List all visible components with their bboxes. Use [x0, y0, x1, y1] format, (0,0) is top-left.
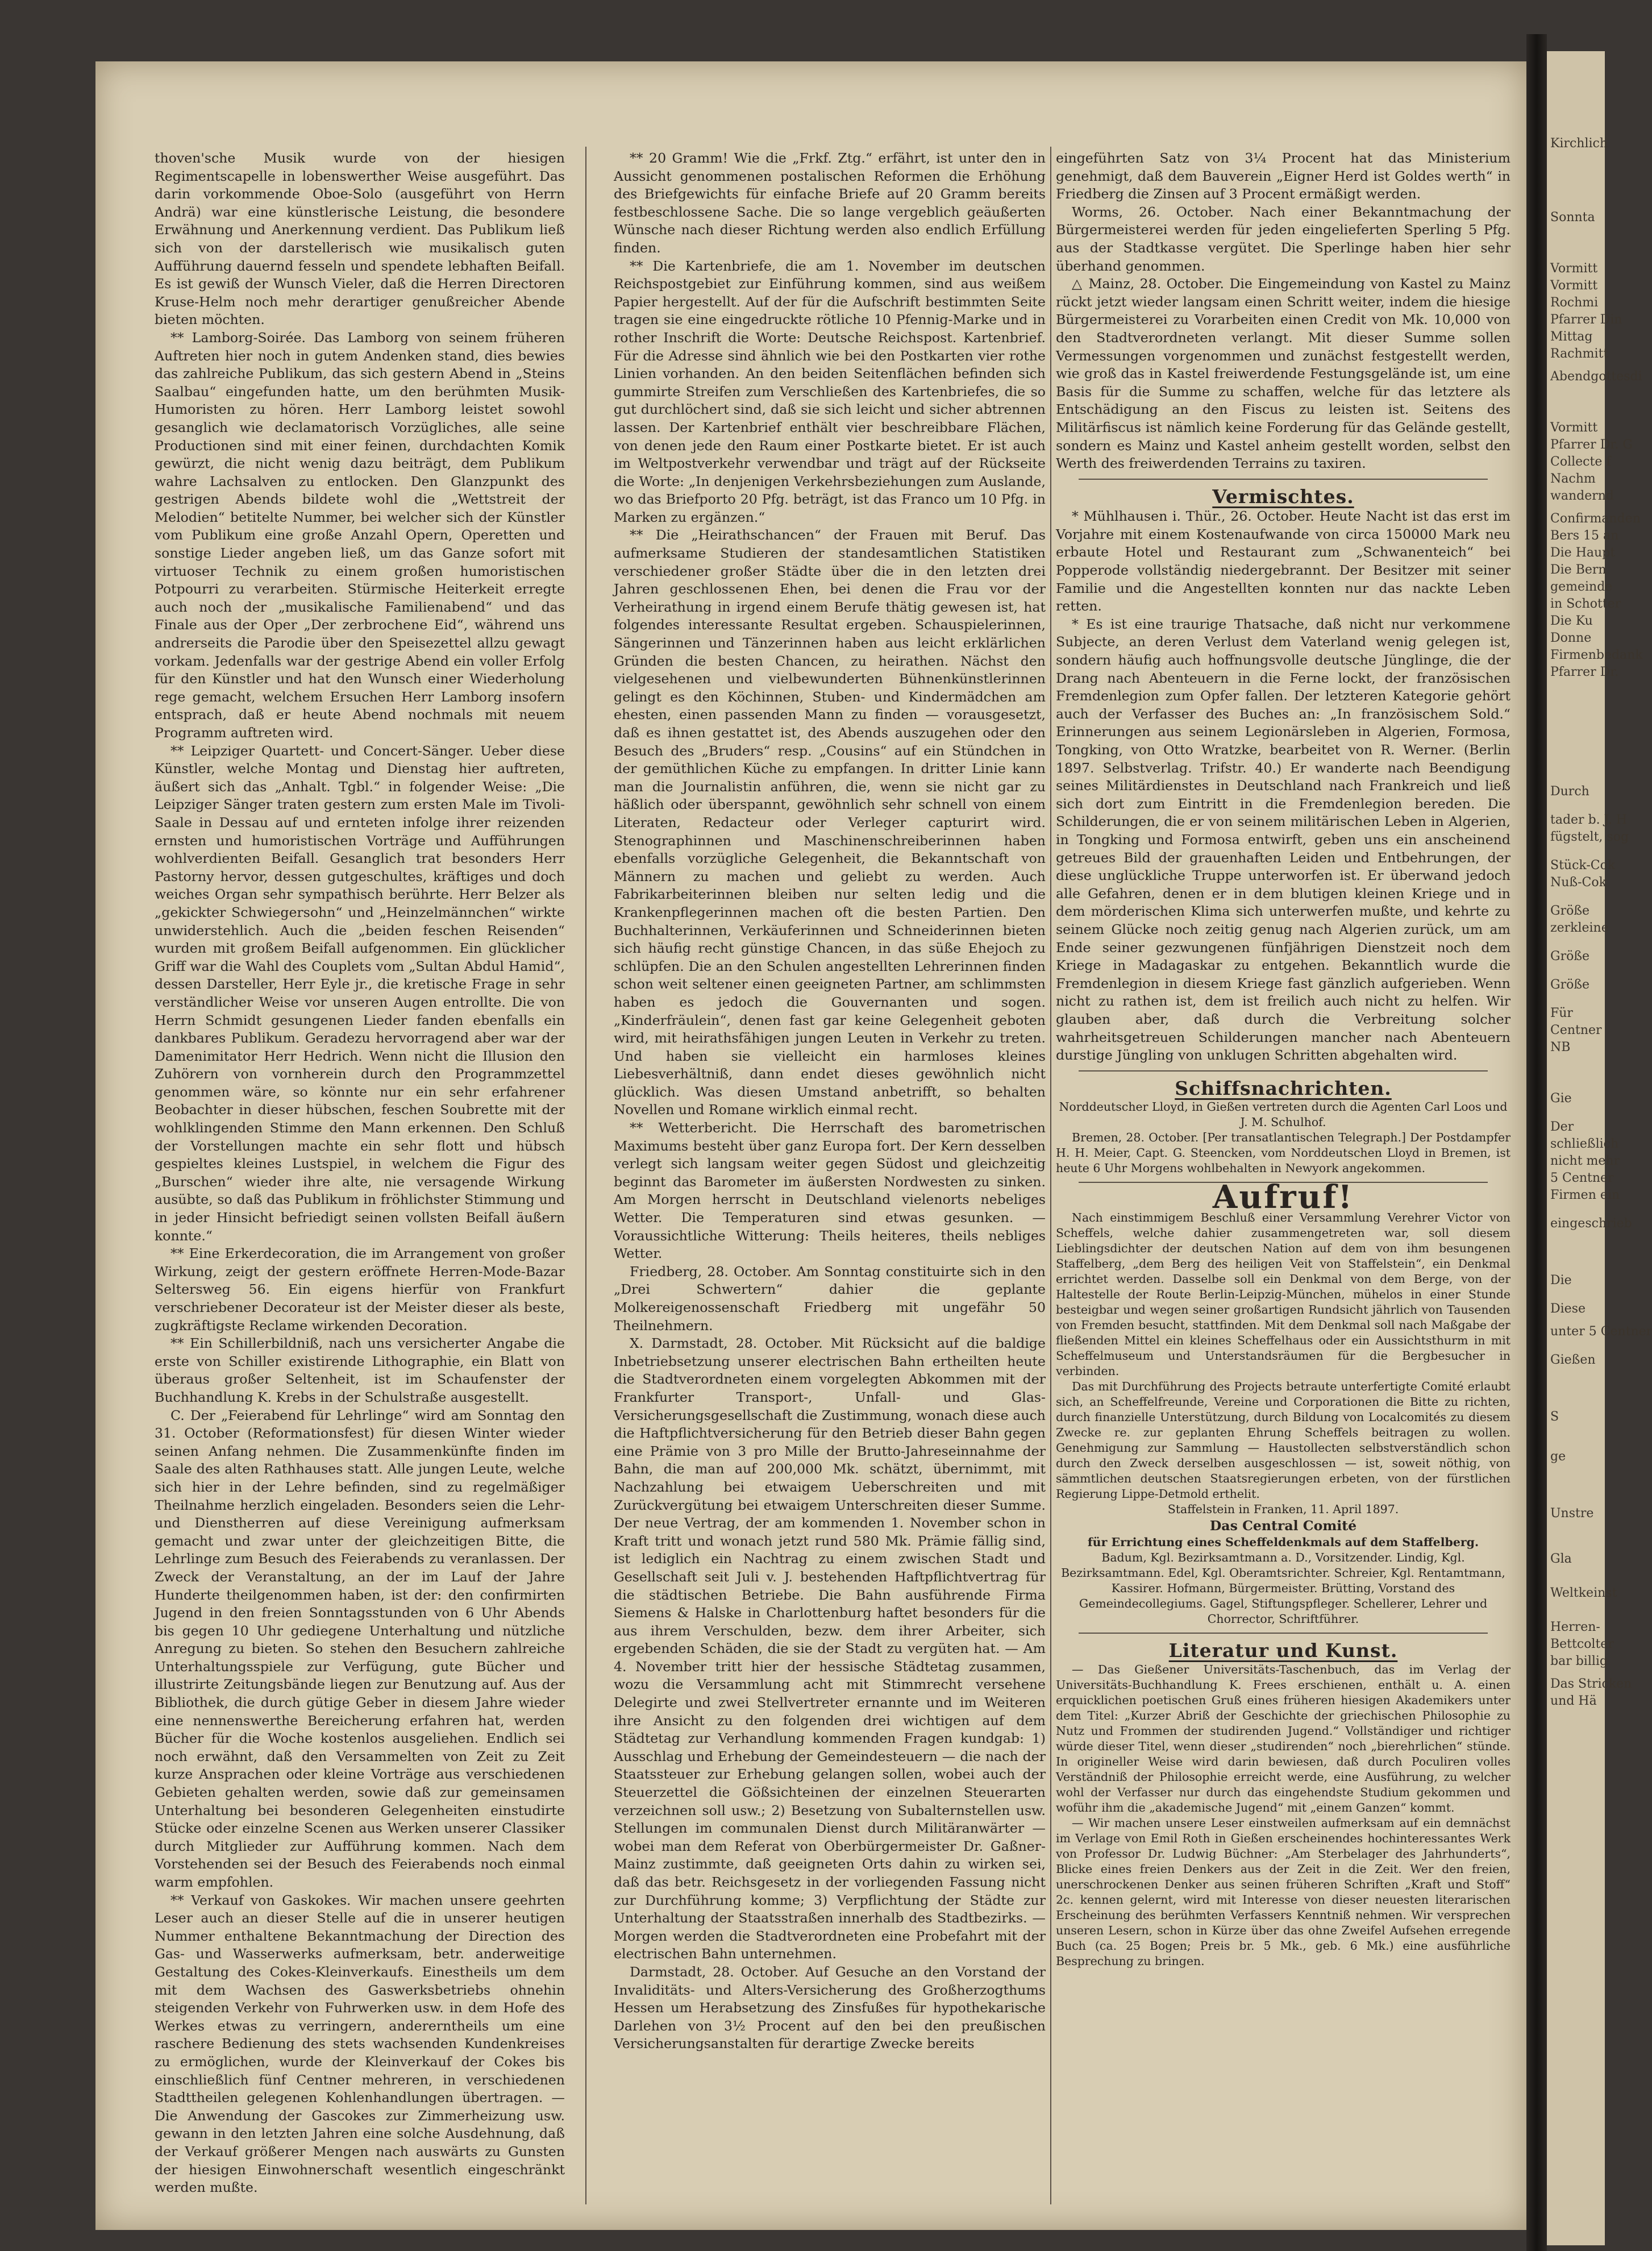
adjacent-page-text: Gie [1550, 1091, 1572, 1106]
adjacent-page-text: Donne [1550, 631, 1592, 645]
adjacent-page-text: Stück-Cok [1550, 858, 1616, 873]
comite-members: Badum, Kgl. Bezirksamtmann a. D., Vorsitzender. Lindig, Kgl. Bezirksamtmann. Edel, Kgl. Oberamtsrichter. Schreier, Kgl. Rentamtmann, Kassirer. Hofmann, Bürgermeister. Brütting, Vorstand des Gemeindecollegiums. Gagel, Stiftungspfleger. Schellerer, Lehrer und Chorrector, Schriftführer. [1061, 1551, 1505, 1626]
adjacent-page-text: Mittag [1550, 330, 1593, 344]
section-divider [1079, 1633, 1488, 1634]
article-heirathschancen: ** Die „Heirathschancen“ der Frauen mit Beruf. Das aufmerksame Studieren der standesamtlichen Statistiken verschiedener großer Städte über die in den letzten drei Jahren geschlossenen Ehen, bei denen die Frau vor der Verheirathung in irgend einem Berufe thätig gewesen ist, hat folgendes interessante Resultat ergeben. Schauspielerinnen, Sängerinnen und Tänzerinnen haben aus leicht erklärlichen Gründen die besten Chancen, zu heirathen. Nächst den vielgesehenen und vielbewunderten Bühnenkünstlerinnen gelingt es den Köchinnen, Stuben- und Kindermädchen am ehesten, einen passenden Mann zu finden — vorausgesetzt, daß es ihnen gestattet ist, des Abends auszugehen oder den Besuch des „Bruders“ resp. „Cousins“ auf ein Stündchen in der gemüthlichen Küche zu empfangen. In dritter Linie kann man die Journalistin anführen, die, wenn sie nicht gar zu häßlich oder überspannt, gewöhnlich sehr schnell von einem Literaten, Redacteur oder Verleger capturirt wird. Stenographinnen und Maschinenschreiberinnen haben ebenfalls vorzügliche Gelegenheit, die Bekanntschaft von Männern zu machen und geliebt zu werden. Auch Fabrikarbeiterinnen bleiben nur selten ledig und die Krankenpflegerinnen machen oft die besten Partien. Den Buchhalterinnen, Verkäuferinnen und Schneiderinnen bieten sich häufig recht günstige Chancen, in das süße Ehejoch zu schlüpfen. Die an den Schulen angestellten Lehrerinnen finden schon weit seltener einen geeigneten Partner, am schlimmsten haben es jedoch die Gouvernanten und sogen. „Kinderfräulein“, denen fast gar keine Gelegenheit geboten wird, mit heirathsfähigen jungen Leuten in Verkehr zu treten. Und haben sie vielleicht ein harmloses kleines Liebesverhältniß, dann endet dieses gewöhnlich nicht glücklich. Was diesen Umstand anbetrifft, so behalten Novellen und Romane wirklich einmal recht. [614, 527, 1046, 1118]
adjacent-page-text: Die [1550, 1273, 1572, 1288]
adjacent-page-text: Gla [1550, 1552, 1572, 1566]
adjacent-page-text: Pfarrer Din [1550, 313, 1622, 327]
adjacent-page-text: wandernd [1550, 489, 1614, 503]
adjacent-page-text: Kirchlich [1550, 136, 1608, 151]
article-darmstadt-bahn: X. Darmstadt, 28. October. Mit Rücksicht auf die baldige Inbetriebsetzung unserer electrischen Bahn ertheilten heute die Stadtverordneten einem vorgelegten Abkommen mit der Frankfurter Transport-, Unfall- und Glas-Versicherungsgesellschaft die Zustimmung, wonach diese auch die Haftpflichtversicherung für den Betrieb dieser Bahn gegen eine Prämie von 3 pro Mille der Brutto-Jahreseinnahme der Bahn, die man auf 200,000 Mk. schätzt, übernimmt, mit Nachzahlung bei etwaigem Ueberschreiten und mit Zurückvergütung bei etwaigem Unterschreiten dieser Summe. Der neue Vertrag, der am kommenden 1. November schon in Kraft tritt und wonach jetzt rund 580 Mk. Prämie fällig sind, ist lediglich ein Nachtrag zu einem zwischen Stadt und Gesellschaft seit Juli v. J. bestehenden Haftpflichtvertrag für die städtischen Betriebe. Die Bahn ausführende Firma Siemens & Halske in Charlottenburg haftet besonders für die aus ihrem Verschulden, bezw. dem ihrer Arbeiter, sich ergebenden Schäden, die sie der Stadt zu vergüten hat. — Am 4. November tritt hier der hessische Städtetag zusammen, wozu die Versammlung acht mit Stimmrecht versehene Delegirte und zwei Stellvertreter ernannte und im Weiteren ihre Ansicht zu den folgenden drei wichtigen auf dem Städtetag zur Verhandlung kommenden Fragen kundgab: 1) Ausschlag und Erhebung der Gemeindesteuern — die nach der Staatssteuer zur Erhebung gelangen sollen, wobei auch der Steuerzettel die Gößsichteinen der einzelnen Steuerarten verzeichnen soll usw.; 2) Besetzung von Subalternstellen usw. Stellungen im communalen Dienst durch Militäranwärter — wobei man dem Referat von Oberbürgermeister Dr. Gaßner-Mainz zustimmte, daß geeigneten Orts dahin zu wirken sei, daß das betr. Reichsgesetz in der vorliegenden Fassung nicht zur Durchführung komme; 3) Verpflichtung der Städte zur Unterhaltung der Staatsstraßen innerhalb des Stadtbezirks. — Morgen werden die Stadtverordneten eine Probefahrt mit der electrischen Bahn unternehmen. [614, 1335, 1046, 1962]
adjacent-page-text: bar billig [1550, 1654, 1608, 1668]
adjacent-page-text: Gießen [1550, 1353, 1596, 1367]
adjacent-page-text: Vormitt [1550, 279, 1598, 293]
adjacent-page-text: Größe [1550, 949, 1590, 963]
section-heading-vermischtes: Vermischtes. [1212, 485, 1354, 508]
adjacent-page-text: Vormitt [1550, 421, 1598, 435]
adjacent-page-text: Das Stricken [1550, 1677, 1632, 1691]
adjacent-page-text: Nachm [1550, 472, 1596, 486]
column-rule [585, 147, 586, 2204]
adjacent-page-text: NB [1550, 1040, 1571, 1054]
adjacent-page-text: Pfarrer Dr. [1550, 665, 1619, 679]
adjacent-page-text: nicht mehr [1550, 1154, 1620, 1168]
article-lamborg-soiree: ** Lamborg-Soirée. Das Lamborg von seinem früheren Auftreten hier noch in gutem Andenken stand, dies bewies das zahlreiche Publikum, das sich gestern Abend in „Steins Saalbau“ eingefunden hatte, um den berühmten Musik-Humoristen zu hören. Herr Lamborg leistet sowohl gesanglich wie declamatorisch Vorzügliches, alle seine Productionen sind mit einer feinen, durchdachten Komik gewürzt, die nicht wenig dazu beiträgt, dem Publikum wahre Lachsalven zu entlocken. Den Glanzpunkt des gestrigen Abends bildete wohl die „Wettstreit der Melodien“ betitelte Nummer, bei welcher sich der Künstler vom Publikum eine große Anzahl Opern, Operetten und sonstige Lieder angeben ließ, um das Ganze sofort mit virtuoser Technik zu einem großen humoristischen Potpourri zu verarbeiten. Stürmische Heiterkeit erregte auch noch der „musikalische Familienabend“ und das Finale aus der Oper „Der zerbrochene Eid“, während uns andrerseits die Parodie über den Speisezettel allzu gewagt vorkam. Jedenfalls war der gestrige Abend ein voller Erfolg für den Künstler und hat den Wunsch einer Wiederholung rege gemacht, welchem Ersuchen Herr Lamborg insofern entsprach, daß er heute Abend nochmals mit neuem Programm auftreten wird. [155, 329, 565, 741]
adjacent-page-text: in Schotter [1550, 597, 1621, 611]
article-gaskokes: ** Verkauf von Gaskokes. Wir machen unsere geehrten Leser auch an dieser Stelle auf die in unserer heutigen Nummer enthaltene Bekanntmachung der Direction des Gas- und Wasserwerks aufmerksam, betr. anderweitige Gestaltung des Cokes-Kleinverkaufs. Einestheils um dem mit dem Wachsen des Gaswerksbetriebs ohnehin steigenden Verkehr von Fuhrwerken usw. in dem Hofe des Werkes etwas zu verringern, andererntheils um eine raschere Bedienung des stets wachsenden Kundenkreises zu ermöglichen, wurde der Kleinverkauf der Cokes bis einschließlich fünf Centner mehreren, in verschiedenen Stadttheilen gelegenen Kohlenhandlungen übertragen. — Die Anwendung der Gascokes zur Zimmerheizung usw. gewann in den letzten Jahren eine solche Ausdehnung, daß der Verkauf größerer Mengen nach auswärts zu Gunsten der hiesigen Einwohnerschaft wesentlich eingeschränkt werden mußte. [155, 1892, 565, 2196]
adjacent-page-text: Bettcolter [1550, 1637, 1614, 1651]
section-heading-literatur: Literatur und Kunst. [1168, 1639, 1398, 1662]
adjacent-page-text: Durch [1550, 784, 1589, 799]
adjacent-page-text: Herren- [1550, 1620, 1600, 1634]
adjacent-page-text: Nuß-Cok [1550, 875, 1607, 890]
comite-subtitle: für Errichtung eines Scheffeldenkmals auf dem Staffelberg. [1087, 1535, 1479, 1550]
adjacent-page-text: Für [1550, 1006, 1573, 1020]
adjacent-page-text: Bers 15 an [1550, 529, 1619, 543]
adjacent-page-text: Größe [1550, 904, 1590, 918]
adjacent-page-text: Confirmanden [1550, 512, 1641, 526]
adjacent-page-text: gemeinde [1550, 580, 1613, 594]
adjacent-page-text: Centner [1550, 1023, 1602, 1037]
article-wetterbericht: ** Wetterbericht. Die Herrschaft des barometrischen Maximums besteht über ganz Europa fort. Der Kern desselben verlegt sich langsam weiter gegen Südost und gleichzeitig beginnt das Barometer im äußersten Nordwesten zu sinken. Am Morgen herrscht in Deutschland vielenorts nebeliges Wetter. Die Temperaturen sind etwas gesunken. — Voraussichtliche Witterung: Theils heiteres, theils nebliges Wetter. [614, 1120, 1046, 1262]
adjacent-page-text: Firmen ein [1550, 1188, 1620, 1202]
article-20-gramm: ** 20 Gramm! Wie die „Frkf. Ztg.“ erfährt, ist unter den in Aussicht genommenen postalischen Reformen die Erhöhung des Briefgewichts für einfache Briefe auf 20 Gramm bereits festbeschlossene Sache. Die so lange vergeblich geäußerten Wünsche nach dieser Richtung werden also endlich Erfüllung finden. [614, 150, 1046, 256]
column-1 [155, 149, 565, 2196]
newspaper-page [95, 61, 1526, 2230]
adjacent-page-text: Firmenbedank [1550, 648, 1643, 662]
schiff-bremen: Bremen, 28. October. [Per transatlantischen Telegraph.] Der Postdampfer H. H. Meier, Capt. G. Steencken, vom Norddeutschen Lloyd in Bremen, ist heute 6 Uhr Morgens wohlbehalten in Newyork angekommen. [1056, 1131, 1510, 1176]
article-kartenbriefe: ** Die Kartenbriefe, die am 1. November im deutschen Reichspostgebiet zur Einführung kommen, sind aus weißem Papier hergestellt. Auf der für die Aufschrift bestimmten Seite tragen sie eine eingedruckte rötliche 10 Pfennig-Marke und in rother Inschrift die Worte: Deutsche Reichspost. Kartenbrief. Für die Adresse sind ähnlich wie bei den Postkarten vier rothe Linien vorhanden. An den beiden Seitenflächen befinden sich gummirte Streifen zum Verschließen des Kartenbriefes, die so gut durchlöchert sind, daß sie sich leicht und sicher abtrennen lassen. Der Kartenbrief enthält vier beschreibbare Flächen, von denen jede den Raum einer Postkarte bietet. Er ist auch im Weltpostverkehr verwendbar und trägt auf der Rückseite die Worte: „In denjenigen Verkehrsbeziehungen zum Auslande, wo das Briefporto 20 Pfg. beträgt, ist das Franco um 10 Pfg. in Marken zu ergänzen.“ [614, 258, 1046, 525]
article-mainz: △ Mainz, 28. October. Die Eingemeindung von Kastel zu Mainz rückt jetzt wieder langsam einen Schritt weiter, indem die hiesige Bürgermeisterei zu Vorarbeiten einen Credit von Mk. 10,000 von den Stadtverordneten verlangt. Mit dieser Summe sollen Vermessungen vorgenommen und zunächst festgestellt werden, wie groß das in Kastel freiwerdende Festungsgelände ist, um eine Basis für die Summe zu schaffen, welche für das letztere als Entschädigung an den Fiscus zu leisten ist. Seitens des Militärfiscus ist nämlich keine Forderung für das Gelände gestellt, sondern es Mainz und Kastel anheim gestellt worden, selbst den Werth des freiwerdenden Terrains zu taxiren. [1056, 276, 1510, 472]
column-2 [614, 149, 1046, 2196]
article-muehlhausen: * Mühlhausen i. Thür., 26. October. Heute Nacht ist das erst im Vorjahre mit einem Kostenaufwande von circa 150000 Mark neu erbaute Hotel und Restaurant zum „Schwanenteich“ bei Popperode vollständig niedergebrannt. Der Besitzer mit seiner Familie und die Angestellten konnten nur das nackte Leben retten. [1056, 508, 1510, 614]
column-rule [1050, 147, 1051, 2204]
article-worms: Worms, 26. October. Nach einer Bekanntmachung der Bürgermeisterei werden für jeden eingelieferten Sperling 5 Pfg. aus der Stadtkasse vergütet. Die Sperlinge haben hier sehr überhand genommen. [1056, 203, 1510, 274]
article-erkerdecoration: ** Eine Erkerdecoration, die im Arrangement von großer Wirkung, zeigt der gestern eröffnete Herren-Mode-Bazar Seltersweg 56. Ein eigens hierfür von Frankfurt verschriebener Decorateur ist der Meister dieser als beste, zugkräftigste Reclame wirkenden Decoration. [155, 1245, 565, 1334]
adjacent-page-text: Die Haupt [1550, 546, 1616, 560]
article-darmstadt-versicherung: Darmstadt, 28. October. Auf Gesuche an den Vorstand der Invaliditäts- und Alters-Versicherung des Großherzogthums Hessen um Herabsetzung des Zinsfußes für hypothekarische Darlehen von 3½ Procent auf den bei den preußischen Versicherungsanstalten für derartige Zwecke bereits [614, 1963, 1046, 2052]
adjacent-page-text: Rochmi [1550, 296, 1599, 310]
article-leipziger-saenger: ** Leipziger Quartett- und Concert-Sänger. Ueber diese Künstler, welche Montag und Dienstag hier auftreten, äußert sich das „Anhalt. Tgbl.“ in folgender Weise: „Die Leipziger Sänger traten gestern zum ersten Male im Tivoli-Saale in Dessau auf und ernteten infolge ihrer reizenden ernsten und humoristischen Vorträge und Aufführungen wohlverdienten Beifall. Gesanglich trat besonders Herr Pastorny hervor, dessen gutgeschultes, kräftiges und doch weiches Organ sehr sympathisch berührte. Herr Belzer als „gekickter Schwiegersohn“ und „Heinzelmännchen“ wirkte unwiderstehlich. Auch die „beiden feschen Reisenden“ wurden mit großem Beifall aufgenommen. Ein glücklicher Griff war die Wahl des Couplets vom „Sultan Abdul Hamid“, dessen Darsteller, Herr Eyle jr., die kretische Frage in sehr verständlicher Weise vor unseren Augen entrollte. Die von Herrn Schmidt gesungenen Lieder fanden ebenfalls ein dankbares Publikum. Geradezu hervorragend aber war der Damenimitator Herr Hedrich. Wenn nicht die Illusion den Zuhörern von vornherein durch den Programmzettel genommen wäre, so könnte nur ein sehr erfahrener Beobachter in dieser hübschen, feschen Soubrette mit der wohlklingenden Stimme den Mann erkennen. Den Schluß der Vorstellungen machte ein sehr flott und hübsch gespieltes kleines Lustspiel, in welchem die Figur des „Burschen“ wieder ihre alte, nie versagende Wirkung ausübte, so daß das Publikum in fröhlichster Stimmung und in jeder Hinsicht befriedigt seinen vollsten Beifall äußern konnte.“ [155, 742, 565, 1244]
section-heading-schiffsnachrichten: Schiffsnachrichten. [1175, 1077, 1392, 1099]
article-friedberg: Friedberg, 28. October. Am Sonntag constituirte sich in den „Drei Schwertern“ dahier die geplante Molkereigenossenschaft Friedberg mit ungefähr 50 Theilnehmern. [614, 1263, 1046, 1334]
adjacent-page-text: Die Bern [1550, 563, 1607, 577]
comite-title: Das Central Comité [1209, 1517, 1357, 1534]
adjacent-page-text: 5 Centner [1550, 1171, 1614, 1185]
adjacent-page-text: Weltkeinst [1550, 1586, 1617, 1600]
section-divider [1079, 1070, 1488, 1071]
aufruf-paragraph-2: Das mit Durchführung des Projects betraute unterfertigte Comité erlaubt sich, an Scheffelfreunde, Vereine und Corporationen die Bitte zu richten, durch finanzielle Unterstützung, durch Bildung von Localcomités zu diesem Zwecke re. zur geplanten Ehrung Scheffels beitragen zu wollen. Genehmigung zur Sammlung — Haustollecten selbstverständlich schon durch den Zweck derselben ausgeschlossen — ist, soweit nöthig, von sämmtlichen deutschen Staatsregierungen erbeten, von der fürstlichen Regierung Lippe-Detmold erthelit. [1056, 1379, 1510, 1501]
adjacent-page-text: Rachmitt [1550, 347, 1609, 361]
article-eigner-herd: eingeführten Satz von 3¼ Procent hat das Ministerium genehmigt, daß dem Bauverein „Eigner Herd ist Goldes werth“ in Friedberg die Zinsen auf 3 Procent ermäßigt werden. [1056, 150, 1510, 202]
article-feierabend: C. Der „Feierabend für Lehrlinge“ wird am Sonntag den 31. October (Reformationsfest) für diesen Winter wieder seinen Anfang nehmen. Die Zusammenkünfte finden im Saale des alten Rathhauses statt. Alle jungen Leute, welche sich hier in der Lehre befinden, sind zu regelmäßiger Theilnahme herzlich eingeladen. Besonders seien die Lehr- und Dienstherren auf diese Vereinigung aufmerksam gemacht und zwar unter der gleichzeitigen Bitte, die Lehrlinge zum Besuch des Feierabends zu veranlassen. Der Zweck der Veranstaltung, an der im Lauf der Jahre Hunderte theilgenommen haben, ist der: den confirmirten Jugend in den freien Sonntagsstunden von 6 Uhr Abends bis gegen 10 Uhr gediegene Unterhaltung und nützliche Anregung zu bieten. So stehen den Besuchern zahlreiche Unterhaltungsspiele zur Verfügung, gute Bücher und illustrirte Zeitungsbände liegen zur Benutzung auf. Aus der Bibliothek, die durch gütige Geber in diesem Jahre wieder eine nennenswerthe Bereicherung erfahren hat, werden Bücher für die Woche kostenlos ausgeliehen. Endlich sei noch erwähnt, daß den Versammelten von Zeit zu Zeit kurze Ansprachen oder kleine Vorträge aus verschiedenen Gebieten gehalten werden, sowie daß zur gemeinsamen Unterhaltung bei besonderen Gelegenheiten einstudirte Stücke oder einzelne Scenen aus Werken unserer Classiker durch Mitglieder zur Aufführung kommen. Nach dem Vorstehenden sei der Besuch des Feierabends noch einmal warm empfohlen. [155, 1407, 565, 1890]
adjacent-page-fragment [1547, 51, 1652, 2245]
adjacent-page-text: Diese [1550, 1302, 1586, 1316]
adjacent-page-text: fügstelt, sog [1550, 830, 1629, 844]
section-divider [1079, 479, 1488, 480]
adjacent-page-text: Vormitt [1550, 261, 1598, 276]
adjacent-page-text: und Hä [1550, 1694, 1597, 1708]
adjacent-page-text: unter 5 Centner [1550, 1324, 1652, 1339]
adjacent-page-text: S [1550, 1410, 1559, 1424]
adjacent-page-text: zerkleine [1550, 921, 1609, 935]
adjacent-page-text: Unstre [1550, 1506, 1594, 1521]
adjacent-page-text: schließlich [1550, 1137, 1619, 1151]
adjacent-page-text: Der [1550, 1120, 1574, 1134]
article-fremdenlegion: * Es ist eine traurige Thatsache, daß nicht nur verkommene Subjecte, an deren Verlust dem Vaterland wenig gelegen ist, sondern häufig auch hoffnungsvolle deutsche Jünglinge, die der Drang nach Abenteuern in die Ferne lockt, der französischen Fremdenlegion zum Opfer fallen. Der letzteren Kategorie gehört auch der Verfasser des Buches an: „In französischem Sold.“ Erinnerungen aus seinem Legionärsleben in Algerien, Formosa, Tongking, von Otto Wratzke, bearbeitet von R. Werner. (Berlin 1897. Selbstverlag. Trifstr. 40.) Er wanderte nach Beendigung seines Militärdienstes in Deutschland nach Frankreich und ließ sich dort zum Eintritt in die Fremdenlegion bereden. Die Schilderungen, die er von seinem militärischen Leben in Algerien, in Tongking und Formosa entwirft, geben uns ein anscheinend getreues Bild der grauenhaften Leiden und Entbehrungen, der diese unglückliche Truppe unterworfen ist. Er überwand jedoch alle Gefahren, denen er in dem blutigen kleinen Kriege und in dem mörderischen Klima sich unterwerfen mußte, und kehrte zu seinem Glücke noch zeitig genug nach Algerien zurück, um am Ende seiner gezwungenen fünfjährigen Dienstzeit noch dem Kriege in Madagaskar zu entgehen. Bekanntlich wurde die Fremdenlegion in diesem Kriege fast gänzlich aufgerieben. Wenn nicht zu rathen ist, dem ist freilich auch nicht zu helfen. Wir glauben aber, daß durch die Verbreitung solcher wahrheitsgetreuen Schilderungen mancher nach Abenteuern durstige Jüngling von unklugen Schritten abgehalten wird. [1056, 616, 1510, 1064]
article-schillerbildniss: ** Ein Schillerbildniß, nach uns versicherter Angabe die erste von Schiller existirende Lithographie, ein Blatt von überaus großer Seltenheit, ist im Schaufenster der Buchhandlung K. Krebs in der Schulstraße ausgestellt. [155, 1335, 565, 1405]
adjacent-page-text: Größe [1550, 978, 1590, 992]
adjacent-page-text: eingeschrieb [1550, 1216, 1632, 1231]
column-3 [1056, 149, 1510, 2196]
aufruf-date: Staffelstein in Franken, 11. April 1897. [1167, 1502, 1399, 1516]
article-buechner: — Wir machen unsere Leser einstweilen aufmerksam auf ein demnächst im Verlage von Emil Roth in Gießen erscheinendes hochinteressantes Werk von Professor Dr. Ludwig Büchner: „Am Sterbelager des Jahrhunderts“, Blicke eines freien Denkers aus der Zeit in die Zeit. Wer den freien, unerschrockenen Denker aus seinen früheren Schriften „Kraft und Stoff“ 2c. kennen gelernt, wird mit Interesse von dieser neuesten literarischen Erscheinung des berühmten Verfassers Kenntniß nehmen. Wir versprechen unseren Lesern, schon in Kürze über das ohne Zweifel Aufsehen erregende Buch (ca. 25 Bogen; Preis br. 5 Mk., geb. 6 Mk.) eine ausführliche Besprechung zu bringen. [1056, 1816, 1510, 1968]
article-beethoven: thoven'sche Musik wurde von der hiesigen Regimentscapelle in lobenswerther Weise ausgeführt. Das darin vorkommende Oboe-Solo (ausgeführt von Herrn Andrä) war eine künstlerische Leistung, die besondere Erwähnung und Anerkennung verdient. Das Publikum ließ sich von der darstellerisch wie musikalisch guten Aufführung dauernd fesseln und spendete lebhaften Beifall. Es ist gewiß der Wunsch Vieler, daß die Herren Directoren Kruse-Helm noch mehr derartiger genußreicher Abende bieten möchten. [155, 150, 565, 328]
adjacent-page-text: Pfarrer Dr. G [1550, 438, 1633, 452]
section-heading-aufruf: Aufruf! [1212, 1178, 1354, 1216]
adjacent-page-text: Collecte f [1550, 455, 1611, 469]
adjacent-page-text: ge [1550, 1450, 1566, 1464]
aufruf-paragraph-1: Nach einstimmigem Beschluß einer Versammlung Verehrer Victor von Scheffels, welche dahier zusammengetreten war, soll diesem Lieblingsdichter der deutschen Nation auf dem von ihm besungenen Staffelberg, „dem Berg des heiligen Veit von Staffelstein“, ein Denkmal errichtet werden. Dasselbe soll ein Denkmal von dem Berge, von der Haltestelle der Route Berlin-Leipzig-München, mühelos in einer Stunde besteigbar und wegen seiner großartigen Rundsicht jährlich von Tausenden von Fremden besucht, stattfinden. Mit dem Denkmal soll nach Maßgabe der fließenden Mittel ein kleines Scheffelhaus oder ein Aussichtsthurm in mit Scheffelmuseum und Unterstandsräumen für die Bergbesucher in verbinden. [1056, 1210, 1510, 1378]
book-gutter [1526, 34, 1547, 2251]
adjacent-page-text: Abendgottesdi [1550, 369, 1642, 384]
adjacent-page-text: Sonnta [1550, 210, 1595, 225]
adjacent-page-text: Die Ku [1550, 614, 1593, 628]
article-taschenbuch: — Das Gießener Universitäts-Taschenbuch, das im Verlag der Universitäts-Buchhandlung K. Frees erschienen, enthält u. A. einen erquicklichen poetischen Gruß eines früheren hiesigen Akademikers unter dem Titel: „Kurzer Abriß der Geschichte der griechischen Philosophie zu Nutz und Frommen der studirenden Jugend.“ Vollständiger und richtiger würde dieser Titel, wenn dieser „studirenden“ noch „bierehrlichen“ stünde. In origineller Weise wird darin bewiesen, daß durch Poculiren volles Verständniß der Philosophie erreicht werde, eine Ausführung, zu welcher wohl der Verfasser nur durch das eingehendste Studium gekommen und woführ ihm die „akademische Jugend“ mit „einem Ganzen“ kommt. [1056, 1663, 1510, 1815]
schiff-agent: Norddeutscher Lloyd, in Gießen vertreten durch die Agenten Carl Loos und J. M. Schulhof. [1059, 1100, 1508, 1129]
adjacent-page-text: tader b. J. H [1550, 813, 1627, 827]
